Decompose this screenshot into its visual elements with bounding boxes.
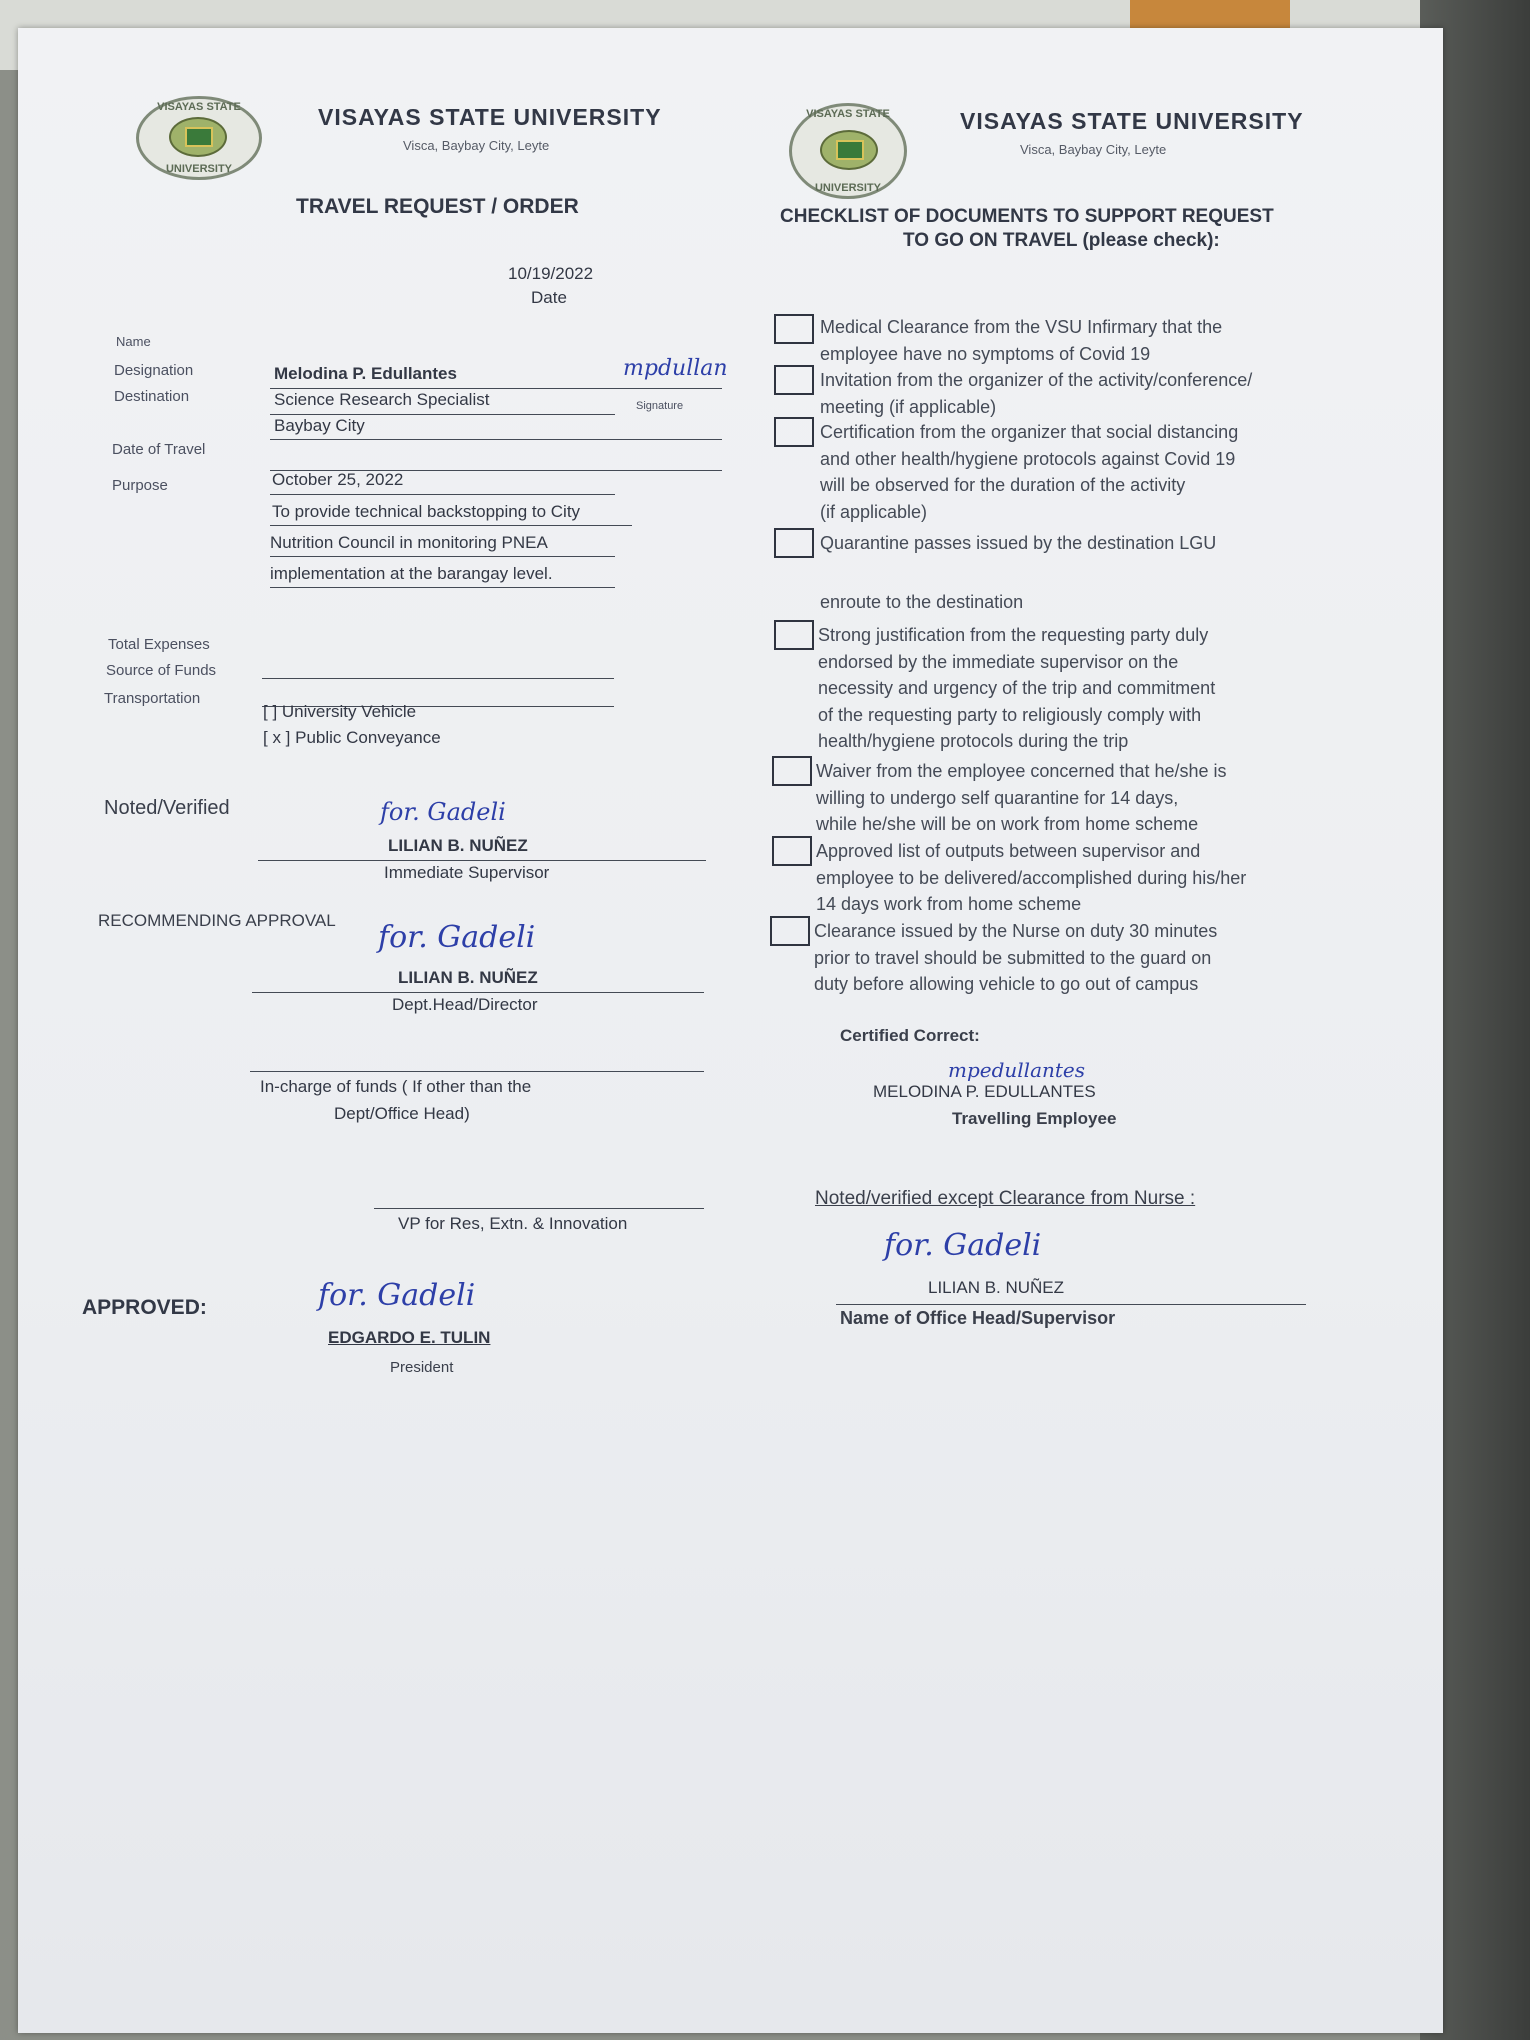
certified-signature: mpedullantes bbox=[948, 1058, 1086, 1082]
certified-name: MELODINA P. EDULLANTES bbox=[873, 1082, 1096, 1101]
recommending-name: LILIAN B. NUÑEZ bbox=[398, 968, 538, 987]
purpose-underline bbox=[270, 587, 615, 588]
university-name-right: VISAYAS STATE UNIVERSITY bbox=[960, 108, 1304, 134]
approved-label: APPROVED: bbox=[82, 1296, 207, 1319]
designation-label: Designation bbox=[114, 362, 194, 379]
seal-text: UNIVERSITY bbox=[814, 182, 881, 194]
seal-text: VISAYAS STATE bbox=[806, 108, 890, 120]
noted-line bbox=[258, 860, 706, 861]
university-seal-right bbox=[789, 103, 907, 199]
university-address-right: Visca, Baybay City, Leyte bbox=[1020, 142, 1167, 157]
travel-request-document bbox=[18, 28, 1443, 2033]
noted-except-label: Noted/verified except Clearance from Nurse : bbox=[815, 1188, 1196, 1209]
noted-name: LILIAN B. NUÑEZ bbox=[388, 836, 528, 855]
supervisor-title: Name of Office Head/Supervisor bbox=[840, 1308, 1116, 1328]
purpose-underline bbox=[270, 525, 632, 526]
checklist-title-2: TO GO ON TRAVEL (please check): bbox=[903, 230, 1220, 251]
checklist-item-4: Quarantine passes issued by the destination LGU enroute to the destination bbox=[820, 533, 1217, 612]
seal-core bbox=[836, 140, 864, 160]
checklist-item-1: Medical Clearance from the VSU Infirmary that the employee have no symptoms of Covid 19 bbox=[820, 317, 1223, 364]
checklist-checkbox-8[interactable] bbox=[770, 916, 810, 946]
vp-label: VP for Res, Extn. & Innovation bbox=[398, 1214, 628, 1233]
noted-title: Immediate Supervisor bbox=[384, 863, 550, 882]
seal-text: VISAYAS STATE bbox=[157, 101, 241, 113]
signature-label: Signature bbox=[636, 400, 684, 412]
recommending-approval-label: RECOMMENDING APPROVAL bbox=[98, 911, 336, 930]
transport-university-vehicle: [ ] University Vehicle bbox=[263, 702, 417, 721]
noted-signature: for. Gadeli bbox=[380, 798, 506, 826]
purpose-label: Purpose bbox=[112, 477, 168, 494]
date-label: Date bbox=[531, 288, 567, 307]
incharge-line-1: In-charge of funds ( If other than the bbox=[260, 1077, 532, 1096]
checklist-checkbox-7[interactable] bbox=[772, 836, 812, 866]
date-of-travel-line bbox=[270, 494, 615, 495]
certified-correct-label: Certified Correct: bbox=[840, 1026, 980, 1045]
checklist-checkbox-1[interactable] bbox=[774, 314, 814, 344]
total-expenses-line bbox=[262, 678, 614, 679]
seal-text: UNIVERSITY bbox=[165, 163, 232, 175]
name-label: Name bbox=[116, 334, 151, 349]
name-line bbox=[270, 388, 722, 389]
university-name-left: VISAYAS STATE UNIVERSITY bbox=[318, 104, 662, 130]
incharge-line-2: Dept/Office Head) bbox=[334, 1104, 470, 1123]
checklist-checkbox-3[interactable] bbox=[774, 417, 814, 447]
destination-line bbox=[270, 439, 722, 440]
checklist-item-3: Certification from the organizer that social distancing and other health/hygiene protocols against Covid 19 will be observed for the duration of the activity (if applicable) bbox=[820, 422, 1239, 522]
incharge-line bbox=[250, 1071, 704, 1072]
noted-verified-label: Noted/Verified bbox=[104, 797, 230, 819]
date-of-travel-value: October 25, 2022 bbox=[272, 470, 404, 489]
date-value: 10/19/2022 bbox=[508, 264, 594, 283]
source-of-funds-label: Source of Funds bbox=[106, 662, 217, 679]
supervisor-line bbox=[836, 1304, 1306, 1305]
checklist-item-5: Strong justification from the requesting party duly endorsed by the immediate supervisor on the necessity and urgency of the trip and commitment of the requesting party to religiously comply with health/hygiene protocols during the trip bbox=[818, 625, 1216, 751]
approved-name: EDGARDO E. TULIN bbox=[328, 1328, 491, 1347]
purpose-line-3: implementation at the barangay level. bbox=[270, 564, 553, 583]
checklist-title-1: CHECKLIST OF DOCUMENTS TO SUPPORT REQUEST bbox=[780, 206, 1274, 227]
vp-line bbox=[374, 1208, 704, 1209]
checklist-checkbox-6[interactable] bbox=[772, 756, 812, 786]
approved-signature: for. Gadeli bbox=[318, 1278, 476, 1313]
checklist-item-2: Invitation from the organizer of the activity/conference/ meeting (if applicable) bbox=[820, 370, 1253, 417]
destination-value: Baybay City bbox=[274, 416, 365, 435]
transportation-label: Transportation bbox=[104, 690, 201, 707]
approved-title: President bbox=[390, 1359, 454, 1376]
designation-line bbox=[270, 414, 615, 415]
checklist-checkbox-4[interactable] bbox=[774, 528, 814, 558]
seal-core bbox=[185, 127, 213, 147]
purpose-line-1: To provide technical backstopping to City bbox=[272, 502, 581, 521]
university-seal-left bbox=[136, 96, 262, 180]
purpose-underline bbox=[270, 556, 615, 557]
checklist-checkbox-2[interactable] bbox=[774, 365, 814, 395]
purpose-line-2: Nutrition Council in monitoring PNEA bbox=[270, 533, 548, 552]
checklist-item-8: Clearance issued by the Nurse on duty 30 minutes prior to travel should be submitted to the guard on duty before allowing vehicle to go out of campus bbox=[814, 921, 1218, 994]
date-of-travel-label: Date of Travel bbox=[112, 441, 206, 458]
certified-title: Travelling Employee bbox=[952, 1109, 1117, 1128]
recommending-line bbox=[252, 992, 704, 993]
name-signature: mpdullan bbox=[623, 356, 728, 381]
seal-inner bbox=[820, 130, 878, 170]
destination-label: Destination bbox=[114, 388, 190, 405]
designation-value: Science Research Specialist bbox=[274, 390, 490, 409]
supervisor-signature: for. Gadeli bbox=[884, 1228, 1042, 1263]
seal-inner bbox=[169, 117, 227, 157]
recommending-title: Dept.Head/Director bbox=[392, 995, 538, 1014]
university-address-left: Visca, Baybay City, Leyte bbox=[403, 138, 550, 153]
supervisor-name: LILIAN B. NUÑEZ bbox=[928, 1278, 1065, 1297]
total-expenses-label: Total Expenses bbox=[108, 636, 210, 653]
transport-public-conveyance: [ x ] Public Conveyance bbox=[263, 728, 441, 747]
recommending-signature: for. Gadeli bbox=[378, 920, 536, 955]
form-title: TRAVEL REQUEST / ORDER bbox=[296, 195, 579, 218]
checklist-checkbox-5[interactable] bbox=[774, 620, 814, 650]
checklist-item-7: Approved list of outputs between supervisor and employee to be delivered/accomplished during his/her 14 days work from home scheme bbox=[816, 841, 1247, 914]
name-value: Melodina P. Edullantes bbox=[274, 364, 457, 383]
checklist-item-6: Waiver from the employee concerned that he/she is willing to undergo self quarantine for 14 days, while he/she will be on work from home scheme bbox=[816, 761, 1227, 834]
